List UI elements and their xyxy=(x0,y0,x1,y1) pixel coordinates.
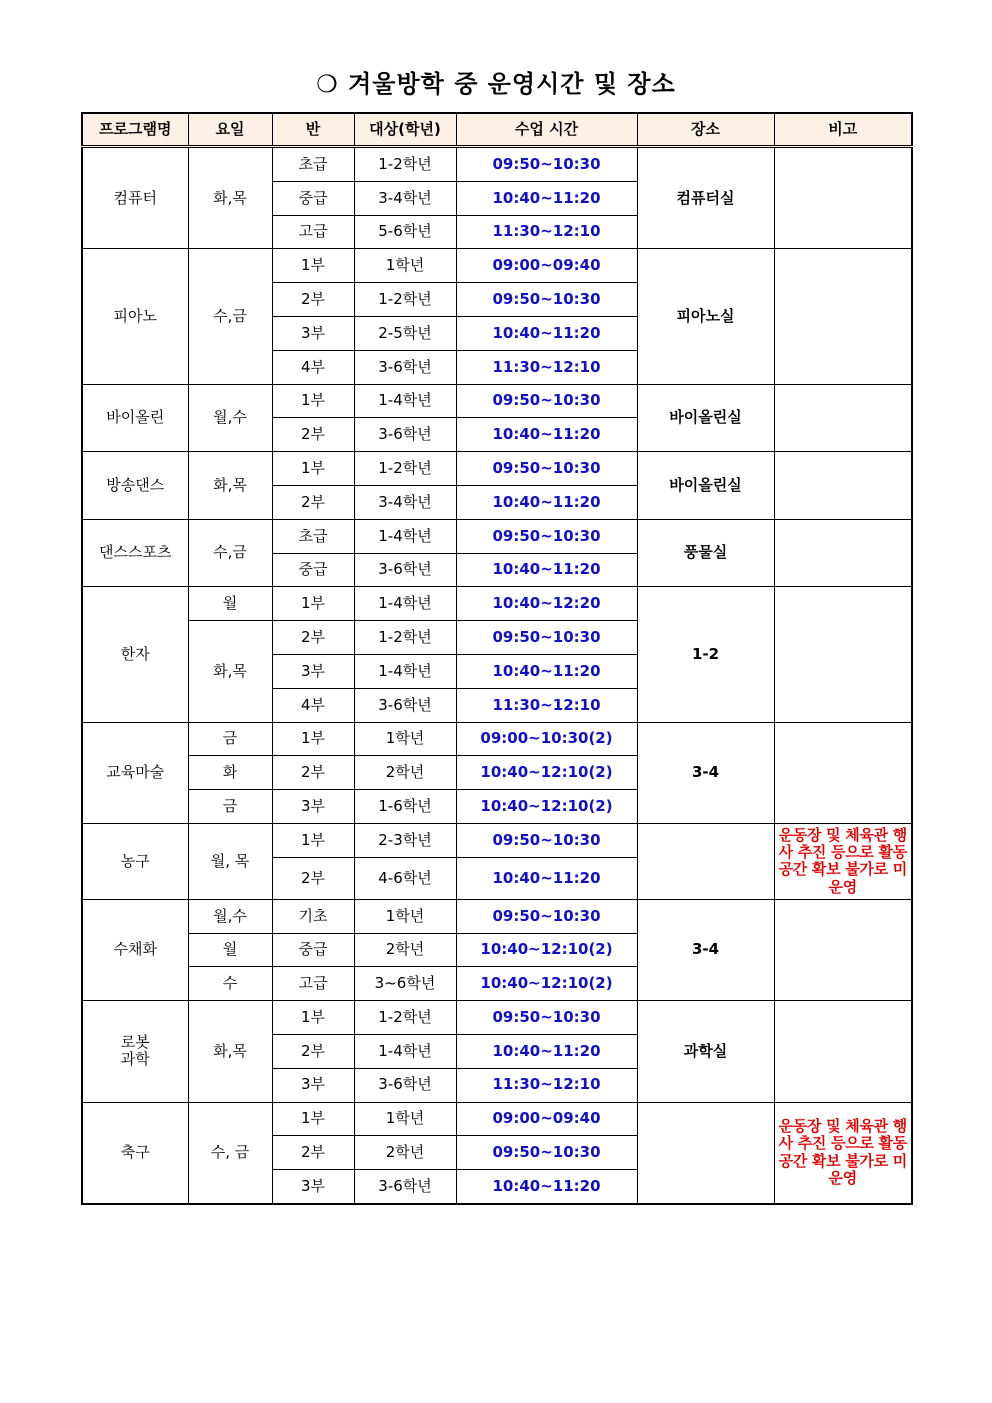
place-cell: 바이올린실 xyxy=(637,384,774,452)
class-cell: 1부 xyxy=(272,1001,354,1035)
class-cell: 초급 xyxy=(272,519,354,553)
time-cell: 10:40~12:10(2) xyxy=(456,933,637,967)
header-program: 프로그램명 xyxy=(82,113,188,147)
grade-cell: 3-6학년 xyxy=(354,1170,456,1204)
program-day: 월 xyxy=(188,933,272,967)
program-day: 금 xyxy=(188,790,272,824)
table-row xyxy=(82,1001,912,1035)
note-cell xyxy=(774,1001,912,1102)
grade-cell: 3~6학년 xyxy=(354,967,456,1001)
program-name: 교육마술 xyxy=(82,722,188,823)
grade-cell: 3-6학년 xyxy=(354,418,456,452)
class-cell: 중급 xyxy=(272,181,354,215)
grade-cell: 4-6학년 xyxy=(354,857,456,899)
time-cell: 09:50~10:30 xyxy=(456,1001,637,1035)
place-cell xyxy=(637,1102,774,1204)
grade-cell: 3-6학년 xyxy=(354,553,456,587)
grade-cell: 1-4학년 xyxy=(354,587,456,621)
class-cell: 3부 xyxy=(272,654,354,688)
grade-cell: 1-4학년 xyxy=(354,519,456,553)
program-day: 수,금 xyxy=(188,519,272,587)
program-name: 축구 xyxy=(82,1102,188,1204)
place-cell: 3-4 xyxy=(637,899,774,1000)
program-day: 금 xyxy=(188,722,272,756)
program-name: 댄스스포츠 xyxy=(82,519,188,587)
grade-cell: 3-4학년 xyxy=(354,485,456,519)
class-cell: 기초 xyxy=(272,899,354,933)
time-cell: 10:40~12:20 xyxy=(456,587,637,621)
grade-cell: 1-4학년 xyxy=(354,384,456,418)
class-cell: 3부 xyxy=(272,1068,354,1102)
place-cell: 바이올린실 xyxy=(637,452,774,520)
note-cell xyxy=(774,384,912,452)
table-row xyxy=(82,587,912,621)
time-cell: 10:40~12:10(2) xyxy=(456,756,637,790)
program-day: 월,수 xyxy=(188,384,272,452)
class-cell: 2부 xyxy=(272,418,354,452)
grade-cell: 2학년 xyxy=(354,1136,456,1170)
program-name: 방송댄스 xyxy=(82,452,188,520)
time-cell: 11:30~12:10 xyxy=(456,688,637,722)
class-cell: 2부 xyxy=(272,621,354,655)
place-cell: 풍물실 xyxy=(637,519,774,587)
header-note: 비고 xyxy=(774,113,912,147)
program-day: 화,목 xyxy=(188,147,272,249)
class-cell: 1부 xyxy=(272,384,354,418)
time-cell: 10:40~11:20 xyxy=(456,1034,637,1068)
table-row xyxy=(82,452,912,486)
grade-cell: 3-6학년 xyxy=(354,688,456,722)
grade-cell: 3-6학년 xyxy=(354,350,456,384)
class-cell: 3부 xyxy=(272,316,354,350)
time-cell: 10:40~11:20 xyxy=(456,654,637,688)
class-cell: 3부 xyxy=(272,790,354,824)
table-row xyxy=(82,384,912,418)
time-cell: 11:30~12:10 xyxy=(456,1068,637,1102)
table-row xyxy=(82,519,912,553)
time-cell: 09:00~09:40 xyxy=(456,249,637,283)
class-cell: 1부 xyxy=(272,249,354,283)
time-cell: 09:50~10:30 xyxy=(456,283,637,317)
program-day: 화,목 xyxy=(188,1001,272,1102)
time-cell: 09:00~09:40 xyxy=(456,1102,637,1136)
class-cell: 2부 xyxy=(272,1136,354,1170)
note-cell xyxy=(774,147,912,249)
program-day: 수 xyxy=(188,967,272,1001)
grade-cell: 1학년 xyxy=(354,1102,456,1136)
grade-cell: 1-2학년 xyxy=(354,1001,456,1035)
table-row xyxy=(82,899,912,933)
place-cell: 피아노실 xyxy=(637,249,774,384)
grade-cell: 2-3학년 xyxy=(354,823,456,857)
time-cell: 10:40~11:20 xyxy=(456,181,637,215)
header-time: 수업 시간 xyxy=(456,113,637,147)
note-cell: 운동장 및 체육관 행사 추진 등으로 활동공간 확보 불가로 미운영 xyxy=(774,1102,912,1204)
time-cell: 09:50~10:30 xyxy=(456,1136,637,1170)
note-cell xyxy=(774,899,912,1000)
class-cell: 2부 xyxy=(272,1034,354,1068)
program-name: 바이올린 xyxy=(82,384,188,452)
program-name: 한자 xyxy=(82,587,188,722)
place-cell xyxy=(637,823,774,899)
time-cell: 10:40~12:10(2) xyxy=(456,790,637,824)
time-cell: 09:50~10:30 xyxy=(456,519,637,553)
grade-cell: 2-5학년 xyxy=(354,316,456,350)
program-day: 수, 금 xyxy=(188,1102,272,1204)
grade-cell: 1-6학년 xyxy=(354,790,456,824)
class-cell: 고급 xyxy=(272,215,354,249)
program-day: 월,수 xyxy=(188,899,272,933)
class-cell: 1부 xyxy=(272,1102,354,1136)
grade-cell: 1학년 xyxy=(354,249,456,283)
program-day: 화,목 xyxy=(188,621,272,722)
time-cell: 09:50~10:30 xyxy=(456,452,637,486)
class-cell: 중급 xyxy=(272,553,354,587)
grade-cell: 1-2학년 xyxy=(354,621,456,655)
place-cell: 1-2 xyxy=(637,587,774,722)
program-day: 화 xyxy=(188,756,272,790)
grade-cell: 1-4학년 xyxy=(354,654,456,688)
class-cell: 1부 xyxy=(272,452,354,486)
note-cell xyxy=(774,519,912,587)
header-grade: 대상(학년) xyxy=(354,113,456,147)
class-cell: 2부 xyxy=(272,485,354,519)
note-cell xyxy=(774,587,912,722)
time-cell: 10:40~11:20 xyxy=(456,418,637,452)
class-cell: 고급 xyxy=(272,967,354,1001)
class-cell: 2부 xyxy=(272,857,354,899)
place-cell: 3-4 xyxy=(637,722,774,823)
program-day: 월 xyxy=(188,587,272,621)
class-cell: 4부 xyxy=(272,350,354,384)
table-row xyxy=(82,249,912,283)
program-name: 수채화 xyxy=(82,899,188,1000)
class-cell: 1부 xyxy=(272,722,354,756)
class-cell: 2부 xyxy=(272,756,354,790)
table-row xyxy=(82,722,912,756)
schedule-table xyxy=(81,112,913,1205)
time-cell: 10:40~11:20 xyxy=(456,1170,637,1204)
grade-cell: 3-6학년 xyxy=(354,1068,456,1102)
program-name: 로봇 과학 xyxy=(82,1001,188,1102)
header-day: 요일 xyxy=(188,113,272,147)
time-cell: 09:50~10:30 xyxy=(456,384,637,418)
place-cell: 과학실 xyxy=(637,1001,774,1102)
place-cell: 컴퓨터실 xyxy=(637,147,774,249)
table-row xyxy=(82,147,912,182)
page-title: ❍ 겨울방학 중 운영시간 및 장소 xyxy=(316,70,676,98)
grade-cell: 5-6학년 xyxy=(354,215,456,249)
program-name: 피아노 xyxy=(82,249,188,384)
time-cell: 09:00~10:30(2) xyxy=(456,722,637,756)
table-header-row xyxy=(82,113,912,147)
time-cell: 11:30~12:10 xyxy=(456,215,637,249)
note-cell: 운동장 및 체육관 행사 추진 등으로 활동공간 확보 불가로 미운영 xyxy=(774,823,912,899)
class-cell: 초급 xyxy=(272,147,354,182)
grade-cell: 1-2학년 xyxy=(354,147,456,182)
grade-cell: 3-4학년 xyxy=(354,181,456,215)
grade-cell: 1학년 xyxy=(354,722,456,756)
time-cell: 09:50~10:30 xyxy=(456,899,637,933)
table-row xyxy=(82,823,912,857)
grade-cell: 2학년 xyxy=(354,756,456,790)
program-day: 화,목 xyxy=(188,452,272,520)
time-cell: 10:40~12:10(2) xyxy=(456,967,637,1001)
note-cell xyxy=(774,452,912,520)
grade-cell: 1-4학년 xyxy=(354,1034,456,1068)
class-cell: 1부 xyxy=(272,587,354,621)
program-name: 농구 xyxy=(82,823,188,899)
time-cell: 09:50~10:30 xyxy=(456,147,637,182)
note-cell xyxy=(774,249,912,384)
class-cell: 4부 xyxy=(272,688,354,722)
program-day: 수,금 xyxy=(188,249,272,384)
time-cell: 10:40~11:20 xyxy=(456,857,637,899)
time-cell: 10:40~11:20 xyxy=(456,553,637,587)
grade-cell: 1학년 xyxy=(354,899,456,933)
class-cell: 2부 xyxy=(272,283,354,317)
header-class: 반 xyxy=(272,113,354,147)
grade-cell: 1-2학년 xyxy=(354,283,456,317)
class-cell: 1부 xyxy=(272,823,354,857)
class-cell: 3부 xyxy=(272,1170,354,1204)
grade-cell: 2학년 xyxy=(354,933,456,967)
grade-cell: 1-2학년 xyxy=(354,452,456,486)
time-cell: 10:40~11:20 xyxy=(456,485,637,519)
time-cell: 09:50~10:30 xyxy=(456,621,637,655)
time-cell: 09:50~10:30 xyxy=(456,823,637,857)
note-cell xyxy=(774,722,912,823)
program-day: 월, 목 xyxy=(188,823,272,899)
time-cell: 11:30~12:10 xyxy=(456,350,637,384)
program-name: 컴퓨터 xyxy=(82,147,188,249)
table-row xyxy=(82,1102,912,1136)
class-cell: 중급 xyxy=(272,933,354,967)
header-place: 장소 xyxy=(637,113,774,147)
time-cell: 10:40~11:20 xyxy=(456,316,637,350)
